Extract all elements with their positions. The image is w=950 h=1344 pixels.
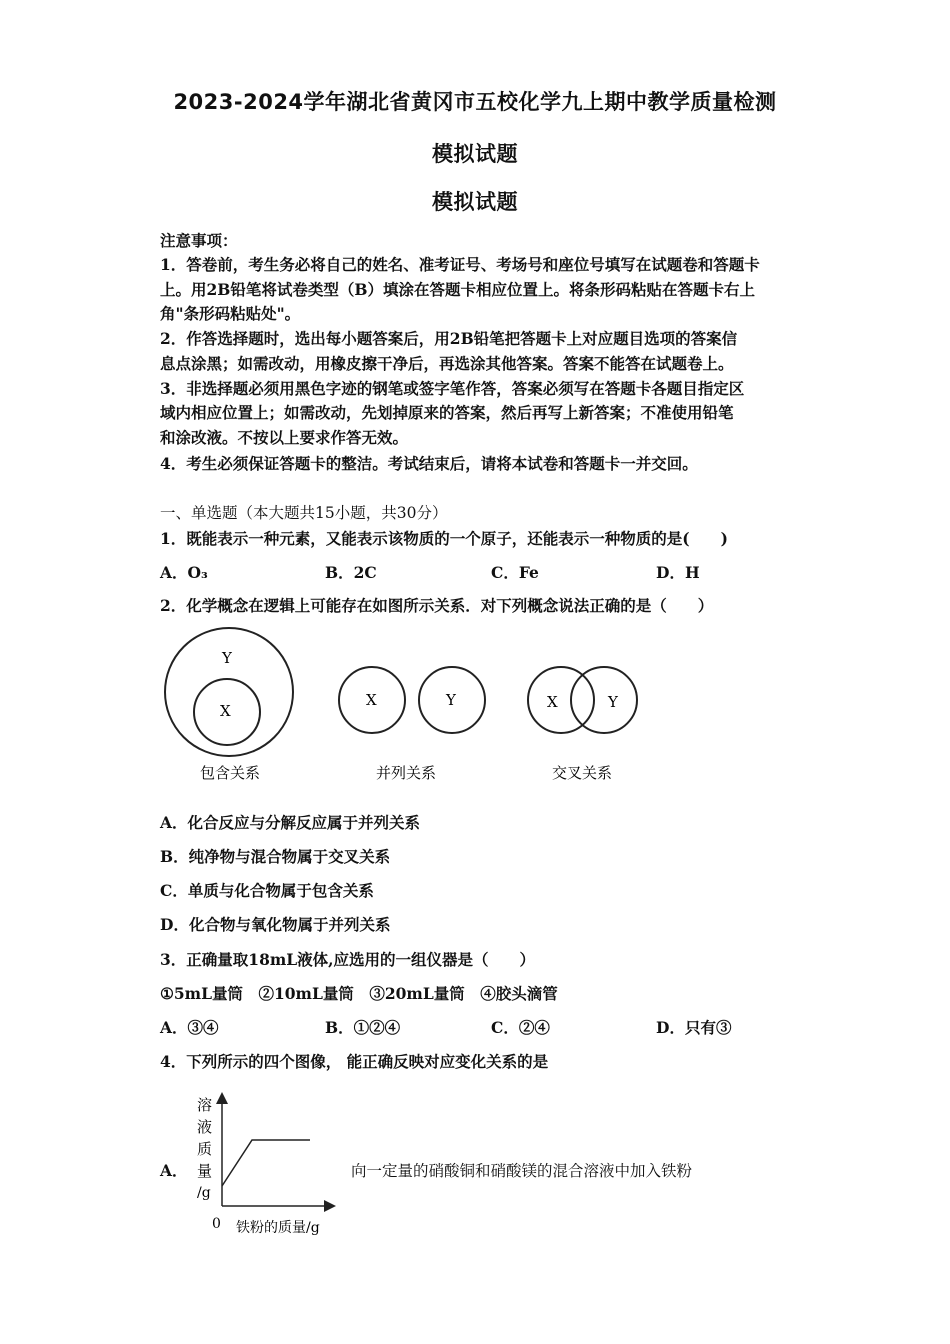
q1-option-c[interactable]: C．Fe xyxy=(491,563,539,582)
y-label-unit: /g xyxy=(197,1185,211,1201)
cross-circle-x xyxy=(528,667,594,733)
y-label-char: 溶 xyxy=(197,1096,213,1114)
question-4-stem: 4．下列所示的四个图像， 能正确反映对应变化关系的是 xyxy=(160,1052,549,1071)
q3-instruments: ①5mL量筒 ②10mL量筒 ③20mL量筒 ④胶头滴管 xyxy=(160,984,558,1003)
notice-line: 息点涂黑；如需改动，用橡皮擦干净后，再选涂其他答案。答案不能答在试题卷上。 xyxy=(160,354,734,373)
parallel-left-label: X xyxy=(366,691,377,709)
notice-heading: 注意事项： xyxy=(160,231,238,250)
exam-subtitle: 模拟试题 xyxy=(432,142,518,166)
question-3-stem: 3．正确量取18mL液体,应选用的一组仪器是（ ） xyxy=(160,950,536,969)
y-label-char: 质 xyxy=(197,1140,213,1158)
cross-left-label: X xyxy=(547,693,558,711)
q1-option-a[interactable]: A．O₃ xyxy=(160,563,208,582)
notice-line: 3．非选择题必须用黑色字迹的钢笔或签字笔作答，答案必须写在答题卡各题目指定区 xyxy=(160,379,745,398)
q3-option-d[interactable]: D．只有③ xyxy=(656,1018,732,1037)
solution-mass-curve xyxy=(222,1140,310,1186)
q2-option-a[interactable]: A．化合反应与分解反应属于并列关系 xyxy=(160,813,421,832)
exam-subtitle-repeat: 模拟试题 xyxy=(432,190,518,214)
notice-line: 域内相应位置上；如需改动，先划掉原来的答案，然后再写上新答案；不准使用铅笔 xyxy=(160,403,734,422)
q1-option-b[interactable]: B．2C xyxy=(325,563,377,582)
inner-label: X xyxy=(220,702,231,720)
cross-circle-y xyxy=(571,667,637,733)
notice-line: 4．考生必须保证答题卡的整洁。考试结束后，请将本试卷和答题卡一并交回。 xyxy=(160,454,698,473)
q4-graph-a xyxy=(190,1088,350,1248)
y-label-char: 量 xyxy=(197,1162,213,1180)
x-axis-label: 铁粉的质量/g xyxy=(236,1220,320,1236)
notice-line: 上。用2B铅笔将试卷类型（B）填涂在答题卡相应位置上。将条形码粘贴在答题卡右上 xyxy=(160,280,755,299)
q1-option-d[interactable]: D．H xyxy=(656,563,700,582)
caption-contain: 包含关系 xyxy=(200,764,261,782)
q4-option-a-text: 向一定量的硝酸铜和硝酸镁的混合溶液中加入铁粉 xyxy=(351,1162,693,1180)
q2-option-b[interactable]: B．纯净物与混合物属于交叉关系 xyxy=(160,847,391,866)
caption-parallel: 并列关系 xyxy=(376,764,437,782)
q3-option-a[interactable]: A．③④ xyxy=(160,1018,219,1037)
question-1-stem: 1．既能表示一种元素，又能表示该物质的一个原子，还能表示一种物质的是( ) xyxy=(160,529,728,548)
q2-option-c[interactable]: C．单质与化合物属于包含关系 xyxy=(160,881,374,900)
parallel-right-label: Y xyxy=(446,691,456,709)
venn-relations-figure xyxy=(150,620,670,790)
cross-right-label: Y xyxy=(608,693,618,711)
outer-circle-y xyxy=(165,628,293,756)
caption-cross: 交叉关系 xyxy=(552,764,613,782)
q3-option-b[interactable]: B．①②④ xyxy=(325,1018,401,1037)
q2-option-d[interactable]: D．化合物与氧化物属于并列关系 xyxy=(160,915,391,934)
notice-line: 和涂改液。不按以上要求作答无效。 xyxy=(160,428,409,447)
notice-line: 2．作答选择题时，选出每小题答案后，用2B铅笔把答题卡上对应题目选项的答案信 xyxy=(160,329,738,348)
notice-line: 角"条形码粘贴处"。 xyxy=(160,304,301,323)
outer-label: Y xyxy=(222,649,232,667)
notice-line: 1．答卷前，考生务必将自己的姓名、准考证号、考场号和座位号填写在试题卷和答题卡 xyxy=(160,255,760,274)
graph-origin: 0 xyxy=(212,1216,221,1232)
question-2-stem: 2．化学概念在逻辑上可能存在如图所示关系．对下列概念说法正确的是（ ） xyxy=(160,596,714,615)
section-heading: 一、单选题（本大题共15小题，共30分） xyxy=(160,504,448,522)
q3-option-c[interactable]: C．②④ xyxy=(491,1018,550,1037)
q4-option-a-label[interactable]: A． xyxy=(160,1161,188,1180)
y-label-char: 液 xyxy=(197,1118,213,1136)
exam-title: 2023-2024学年湖北省黄冈市五校化学九上期中教学质量检测 xyxy=(173,90,777,114)
